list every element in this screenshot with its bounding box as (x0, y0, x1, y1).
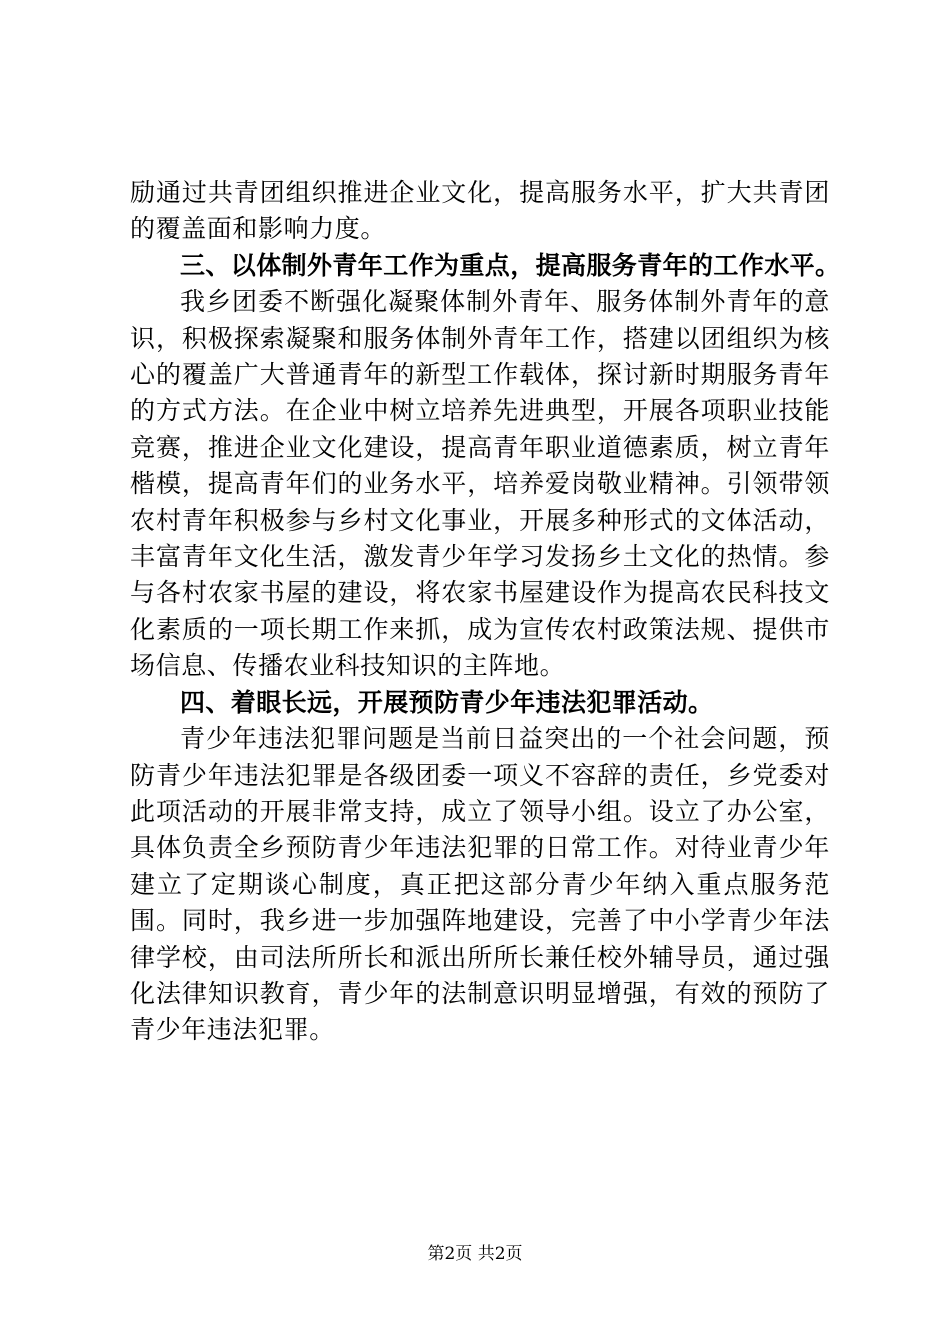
continuation-paragraph: 励通过共青团组织推进企业文化，提高服务水平，扩大共青团的覆盖面和影响力度。 (130, 178, 830, 244)
document-body (130, 175, 841, 1049)
page-footer: 第2页 共2页 (427, 1244, 523, 1264)
section-body-3: 我乡团委不断强化凝聚体制外青年、服务体制外青年的意识，积极探索凝聚和服务体制外青年工作，搭建以团组织为核心的覆盖广大普通青年的新型工作载体，探讨新时期服务青年的方式方法。在企业中树立培养先进典型，开展各项职业技能竞赛，推进企业文化建设，提高青年职业道德素质，树立青年楷模，提高青年们的业务水平，培养爱岗敬业精神。引领带领农村青年积极参与乡村文化事业，开展多种形式的文体活动，丰富青年文化生活，激发青少年学习发扬乡土文化的热情。参与各村农家书屋的建设，将农家书屋建设作为提高农民科技文化素质的一项长期工作来抓，成为宣传农村政策法规、提供市场信息、传播农业科技知识的主阵地。 (130, 287, 830, 681)
section-heading-3: 三、以体制外青年工作为重点，提高服务青年的工作水平。 (180, 250, 841, 280)
section-body-4: 青少年违法犯罪问题是当前日益突出的一个社会问题，预防青少年违法犯罪是各级团委一项义不容辞的责任，乡党委对此项活动的开展非常支持，成立了领导小组。设立了办公室，具体负责全乡预防青少年违法犯罪的日常工作。对待业青少年建立了定期谈心制度，真正把这部分青少年纳入重点服务范围。同时，我乡进一步加强阵地建设，完善了中小学青少年法律学校，由司法所所长和派出所所长兼任校外辅导员，通过强化法律知识教育，青少年的法制意识明显增强，有效的预防了青少年违法犯罪。 (130, 724, 830, 1045)
section-heading-4: 四、着眼长远，开展预防青少年违法犯罪活动。 (180, 687, 714, 717)
